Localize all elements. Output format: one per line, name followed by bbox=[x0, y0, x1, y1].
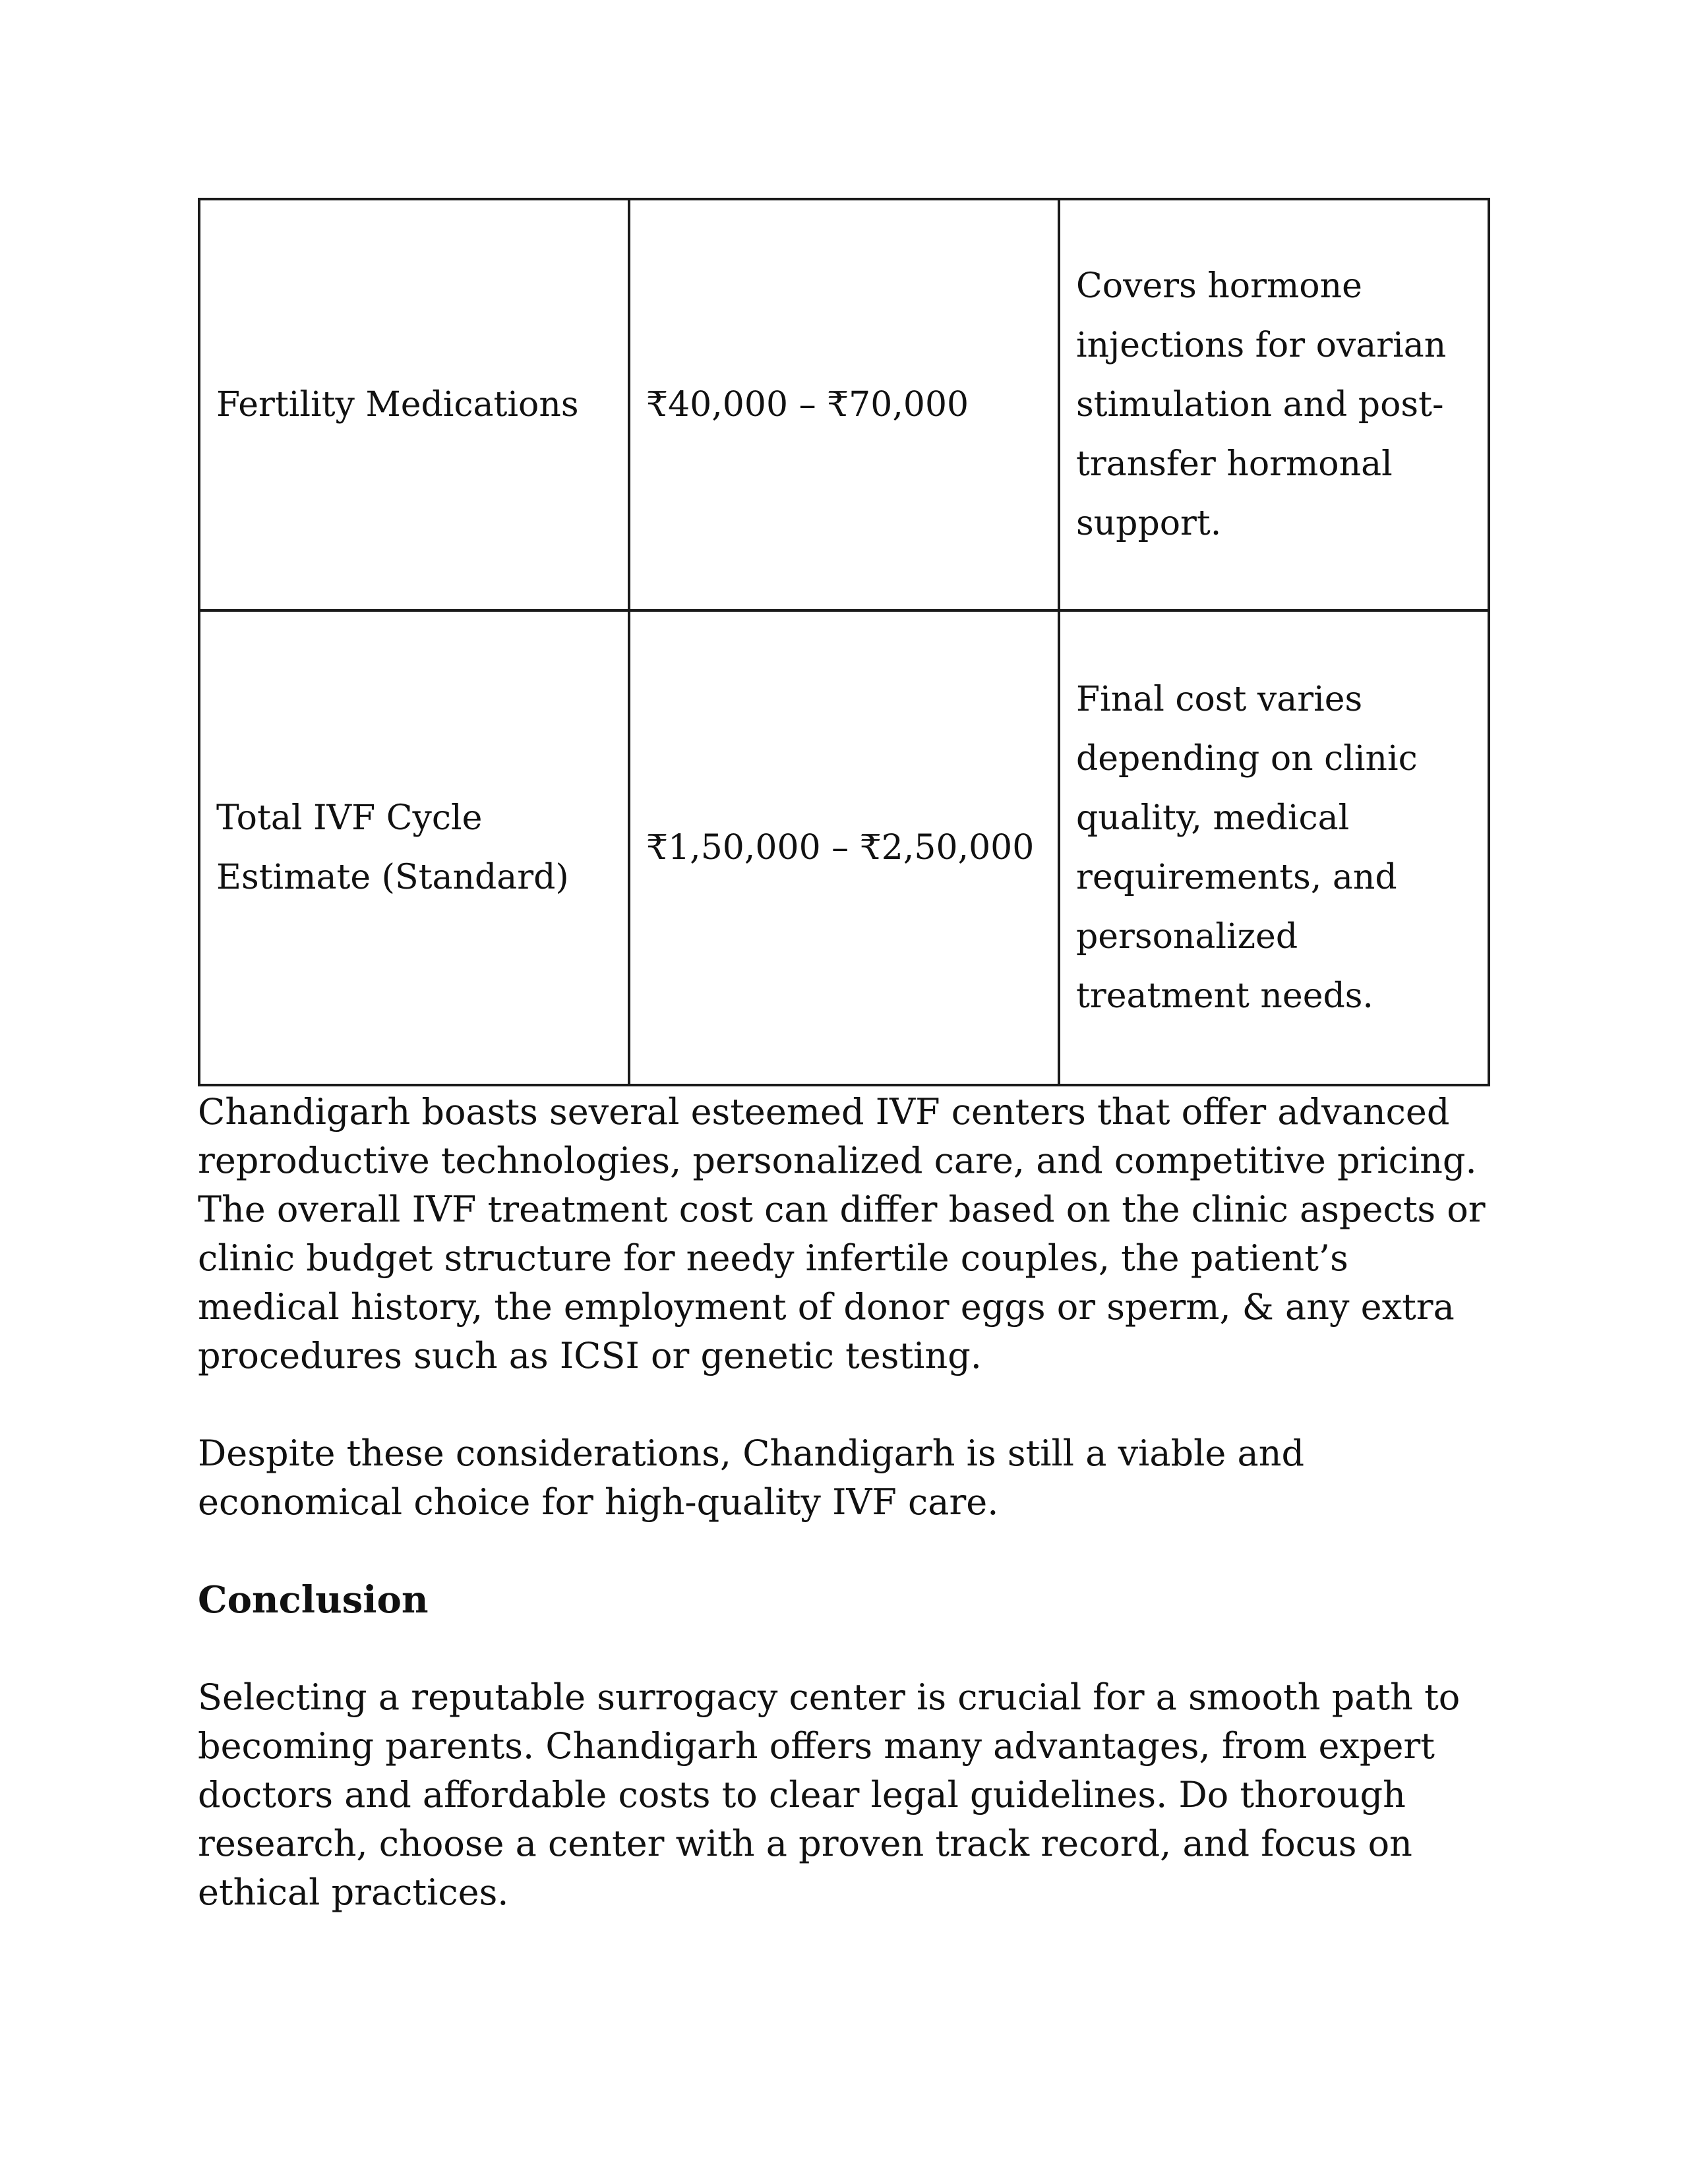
table-cell-description: Covers hormone injections for ovarian stimulation and post-transfer hormonal support. bbox=[1059, 199, 1489, 610]
conclusion-heading: Conclusion bbox=[198, 1578, 429, 1622]
body-paragraph-considerations: Despite these considerations, Chandigarh is still a viable and economical choice for high-quality IVF care. bbox=[198, 1432, 1305, 1523]
table-row bbox=[199, 610, 1489, 1085]
table-cell-cost: ₹1,50,000 – ₹2,50,000 bbox=[629, 610, 1059, 1085]
table-cell-description: Final cost varies depending on clinic quality, medical requirements, and personalized treatment needs. bbox=[1059, 610, 1489, 1085]
body-paragraph-centers: Chandigarh boasts several esteemed IVF centers that offer advanced reproductive technologies, personalized care, and competitive pricing. The overall IVF treatment cost can differ based on the clinic aspects or clinic budget structure for needy infertile couples, the patient’s medical history, the employment of donor eggs or sperm, & any extra procedures such as ICSI or genetic testing. bbox=[198, 1091, 1486, 1376]
table-cell-item: Fertility Medications bbox=[199, 199, 629, 610]
table-cell-item: Total IVF Cycle Estimate (Standard) bbox=[199, 610, 629, 1085]
table-row bbox=[199, 199, 1489, 610]
conclusion-paragraph: Selecting a reputable surrogacy center is crucial for a smooth path to becoming parents. Chandigarh offers many advantages, from expert doctors and affordable costs to clear legal guidelines. Do thorough research, choose a center with a proven track record, and focus on ethical practices. bbox=[198, 1676, 1461, 1913]
table-cell-cost: ₹40,000 – ₹70,000 bbox=[629, 199, 1059, 610]
document-page bbox=[198, 198, 1490, 1917]
ivf-cost-table bbox=[198, 198, 1490, 1086]
